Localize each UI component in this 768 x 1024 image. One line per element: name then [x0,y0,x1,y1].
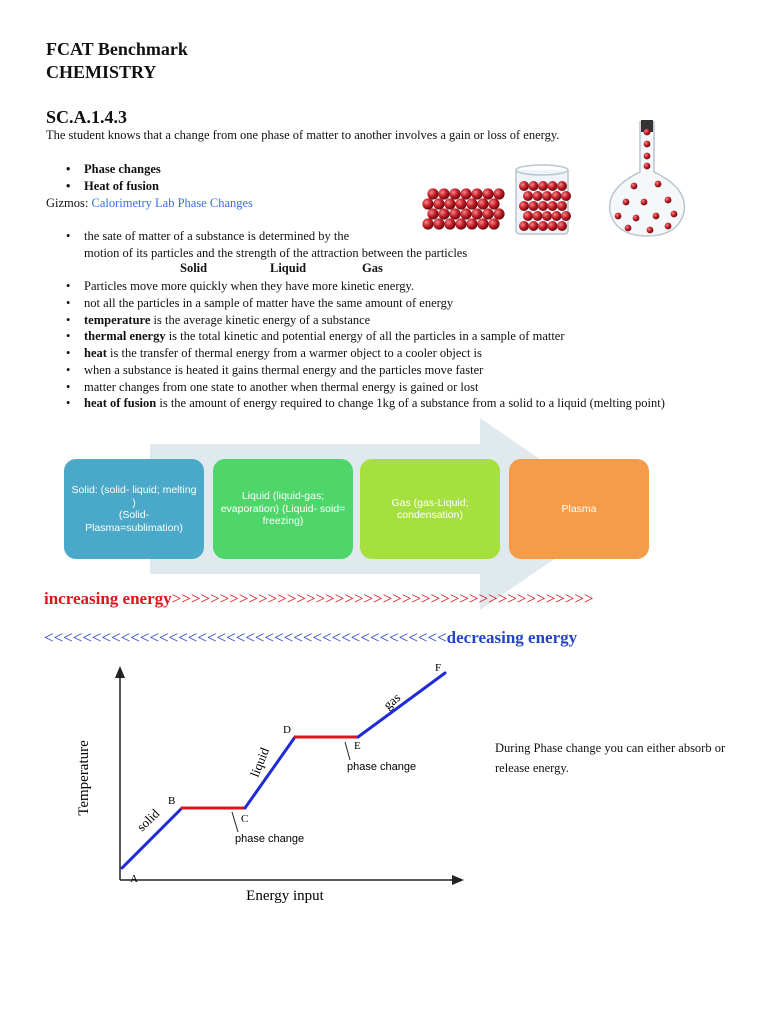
particle [460,188,471,199]
gizmos-line [46,196,253,211]
particle [493,188,504,199]
particle [466,198,477,209]
states-intro [60,228,580,262]
particle [557,201,567,211]
particle [653,213,660,220]
particle [665,223,672,230]
particle [647,227,654,234]
liquid-beaker-icon [516,165,571,234]
increasing-energy-label: increasing energy [44,589,172,608]
particle [548,201,558,211]
particle [552,211,562,221]
particle [633,215,640,222]
particle [422,198,433,209]
phase-change-label: phase change [235,833,305,845]
particle [433,198,444,209]
particle [533,211,543,221]
states-intro-item [60,228,580,262]
state-label-gas: Gas [362,261,383,275]
particle [623,199,630,206]
point-label: E [354,740,361,752]
fact-item: • heat of fusion is the amount of energy required to change 1kg of a substance from a solid to a liquid (melting point) [60,396,710,411]
particle [519,181,529,191]
particle [477,198,488,209]
states-intro-line1: the sate of matter of a substance is determined by the [84,229,350,243]
phase-change-label: phase change [347,761,417,773]
particle [427,188,438,199]
particle [529,181,539,191]
segment-label: gas [380,689,404,713]
point-label: C [241,813,249,825]
particle [438,188,449,199]
point-label: D [283,724,291,736]
fact-item: • thermal energy is the total kinetic and potential energy of all the particles in a sample of matter [60,328,710,345]
particle [641,199,648,206]
particle [427,208,438,219]
fact-item: • heat is the transfer of thermal energy from a warmer object to a cooler object is [60,345,710,362]
particle [644,163,651,170]
state-label-solid: Solid [180,261,208,275]
particle [615,213,622,220]
particle [460,208,471,219]
doc-title-line1: FCAT Benchmark [46,39,188,59]
heating-curve-chart [60,660,480,910]
particle [444,198,455,209]
x-axis-label: Energy input [246,888,324,904]
gizmos-link[interactable]: Calorimetry Lab Phase Changes [91,196,253,210]
y-axis-label: Temperature [76,740,92,816]
particle [625,225,632,232]
particle [644,153,651,160]
decreasing-energy-line [44,628,577,648]
particle [631,183,638,190]
particle [548,181,558,191]
particle [552,191,562,201]
particle [529,201,539,211]
particle [471,188,482,199]
particle [655,181,662,188]
topic-list [60,161,161,195]
segment-label: solid [133,805,163,835]
particle [542,211,552,221]
gas-flask-icon [610,120,685,236]
particle [542,191,552,201]
particle [493,208,504,219]
point-label: A [130,873,138,885]
topic-item: • Heat of fusion [60,178,161,195]
particle [644,141,651,148]
curve-group [122,662,445,885]
particle [455,198,466,209]
particle [665,197,672,204]
segment-label: liquid [246,745,273,780]
increasing-energy-line [44,589,594,609]
particle [482,188,493,199]
callout-line [345,742,350,760]
fact-item: • when a substance is heated it gains thermal energy and the particles move faster [60,362,710,379]
particle [449,188,460,199]
particle-illustrations [412,118,712,238]
particle [538,181,548,191]
particle [488,198,499,209]
topic-item: • Phase changes [60,161,161,178]
particle [519,201,529,211]
state-box-liquid: Liquid (liquid-gas; evaporation) (Liquid- soid= freezing) [213,459,353,559]
facts-list [60,278,710,411]
fact-item: • temperature is the average kinetic energy of a substance [60,312,710,329]
decreasing-arrows: <<<<<<<<<<<<<<<<<<<<<<<<<<<<<<<<<<<<<<<<<< [44,628,447,647]
particle [671,211,678,218]
particle [523,191,533,201]
curve-segment [358,673,445,737]
particle [523,211,533,221]
state-box-solid: Solid: (solid- liquid; melting ) (Solid- Plasma=sublimation) [64,459,204,559]
particle [482,208,493,219]
particle [557,181,567,191]
particle [438,208,449,219]
state-box-plasma: Plasma [509,459,649,559]
particle [561,211,571,221]
state-label-liquid: Liquid [270,261,307,275]
particle [561,191,571,201]
states-intro-line2: motion of its particles and the strength of the attraction between the particles [84,245,468,260]
particle [471,208,482,219]
decreasing-energy-label: decreasing energy [446,628,578,647]
gizmos-label: Gizmos: [46,196,89,210]
point-label: F [435,662,442,674]
phase-change-note: During Phase change you can either absorb or release energy. [495,741,726,775]
fact-item: • matter changes from one state to another when thermal energy is gained or lost [60,379,710,396]
benchmark-code: SC.A.1.4.3 [46,107,128,127]
point-label: B [168,795,176,807]
callout-line [232,812,238,832]
fact-item: • not all the particles in a sample of matter have the same amount of energy [60,295,710,312]
x-axis-arrow-icon [452,875,464,885]
particle [533,191,543,201]
particle [538,201,548,211]
particle [449,208,460,219]
solid-particles-icon [422,188,504,229]
doc-title-line2: CHEMISTRY [46,62,157,82]
increasing-arrows: >>>>>>>>>>>>>>>>>>>>>>>>>>>>>>>>>>>>>>>>>>>> [171,589,594,608]
y-axis-arrow-icon [115,666,125,678]
state-box-gas: Gas (gas-Liquid; condensation) [360,459,500,559]
fact-item: • Particles move more quickly when they have more kinetic energy. [60,278,710,295]
particle [644,129,651,136]
benchmark-statement: The student knows that a change from one phase of matter to another involves a gain or loss of energy. [46,128,560,142]
